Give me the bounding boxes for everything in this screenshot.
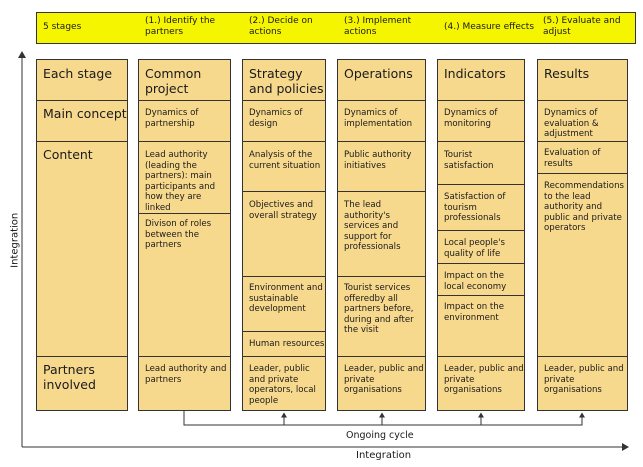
partners-involved-label: Partners involved bbox=[43, 362, 96, 392]
column-title: Indicators bbox=[444, 66, 506, 81]
main-concept-label: Main concept bbox=[43, 106, 127, 121]
stage-1: (1.) Identify the partners bbox=[145, 16, 216, 37]
content-item: Impact on the environment bbox=[444, 302, 504, 323]
column-results bbox=[537, 59, 628, 411]
content-item: Environment and sustainable development bbox=[249, 283, 323, 315]
stages-bar bbox=[36, 12, 636, 44]
partners-text: Leader, public and private organisations bbox=[444, 364, 524, 396]
each-stage-label: Each stage bbox=[43, 66, 113, 81]
partners-text: Leader, public and private operators, local people bbox=[249, 364, 316, 406]
ongoing-cycle-label: Ongoing cycle bbox=[346, 430, 414, 441]
partners-text: Leader, public and private organisations bbox=[344, 364, 424, 396]
column-title: Strategy and policies bbox=[249, 66, 324, 96]
content-item: Impact on the local economy bbox=[444, 271, 507, 292]
content-label: Content bbox=[43, 147, 93, 162]
content-item: Public authority initiatives bbox=[344, 150, 412, 171]
content-item: Tourist satisfaction bbox=[444, 150, 494, 171]
main-concept-text: Dynamics of monitoring bbox=[444, 108, 498, 129]
content-item: Analysis of the current situation bbox=[249, 150, 321, 171]
column-operations bbox=[337, 59, 426, 411]
stage-2: (2.) Decide on actions bbox=[249, 16, 313, 37]
main-concept-text: Dynamics of implementation bbox=[344, 108, 413, 129]
column-title: Operations bbox=[344, 66, 413, 81]
partners-text: Leader, public and private organisations bbox=[544, 364, 624, 396]
column-title: Results bbox=[544, 66, 590, 81]
content-item: Tourist services offeredby all partners before, during and after the visit bbox=[344, 283, 414, 336]
main-concept-text: Dynamics of partnership bbox=[145, 108, 199, 129]
content-item: Recommendations to the lead authority and public and private operators bbox=[544, 181, 624, 234]
partners-text: Lead authority and partners bbox=[145, 364, 227, 385]
column-strategy-and-policies bbox=[242, 59, 326, 411]
y-axis-label: Integration bbox=[9, 212, 21, 268]
content-item: The lead authority's services and support for professionals bbox=[344, 200, 401, 253]
main-concept-text: Dynamics of evaluation & adjustment bbox=[544, 108, 599, 140]
stage-4: (4.) Measure effects bbox=[444, 22, 535, 32]
content-item: Divison of roles between the partners bbox=[145, 219, 212, 251]
content-item: Lead authority (leading the partners): main participants and how they are linked bbox=[145, 150, 216, 213]
content-item: Satisfaction of tourism professionals bbox=[444, 192, 506, 224]
content-item: Local people's quality of life bbox=[444, 238, 505, 259]
stage-3: (3.) Implement actions bbox=[344, 16, 412, 37]
column-indicators bbox=[437, 59, 525, 411]
stage-5: (5.) Evaluate and adjust bbox=[543, 16, 621, 37]
ongoing-cycle-line bbox=[184, 411, 582, 425]
column-title: Common project bbox=[145, 66, 202, 96]
content-item: Human resources bbox=[249, 339, 325, 349]
column-common-project bbox=[138, 59, 231, 411]
left-column bbox=[36, 59, 128, 411]
content-item: Evaluation of results bbox=[544, 148, 601, 169]
x-axis-label: Integration bbox=[356, 450, 412, 461]
main-concept-text: Dynamics of design bbox=[249, 108, 303, 129]
content-item: Objectives and overall strategy bbox=[249, 200, 317, 221]
stages-label: 5 stages bbox=[43, 22, 82, 32]
